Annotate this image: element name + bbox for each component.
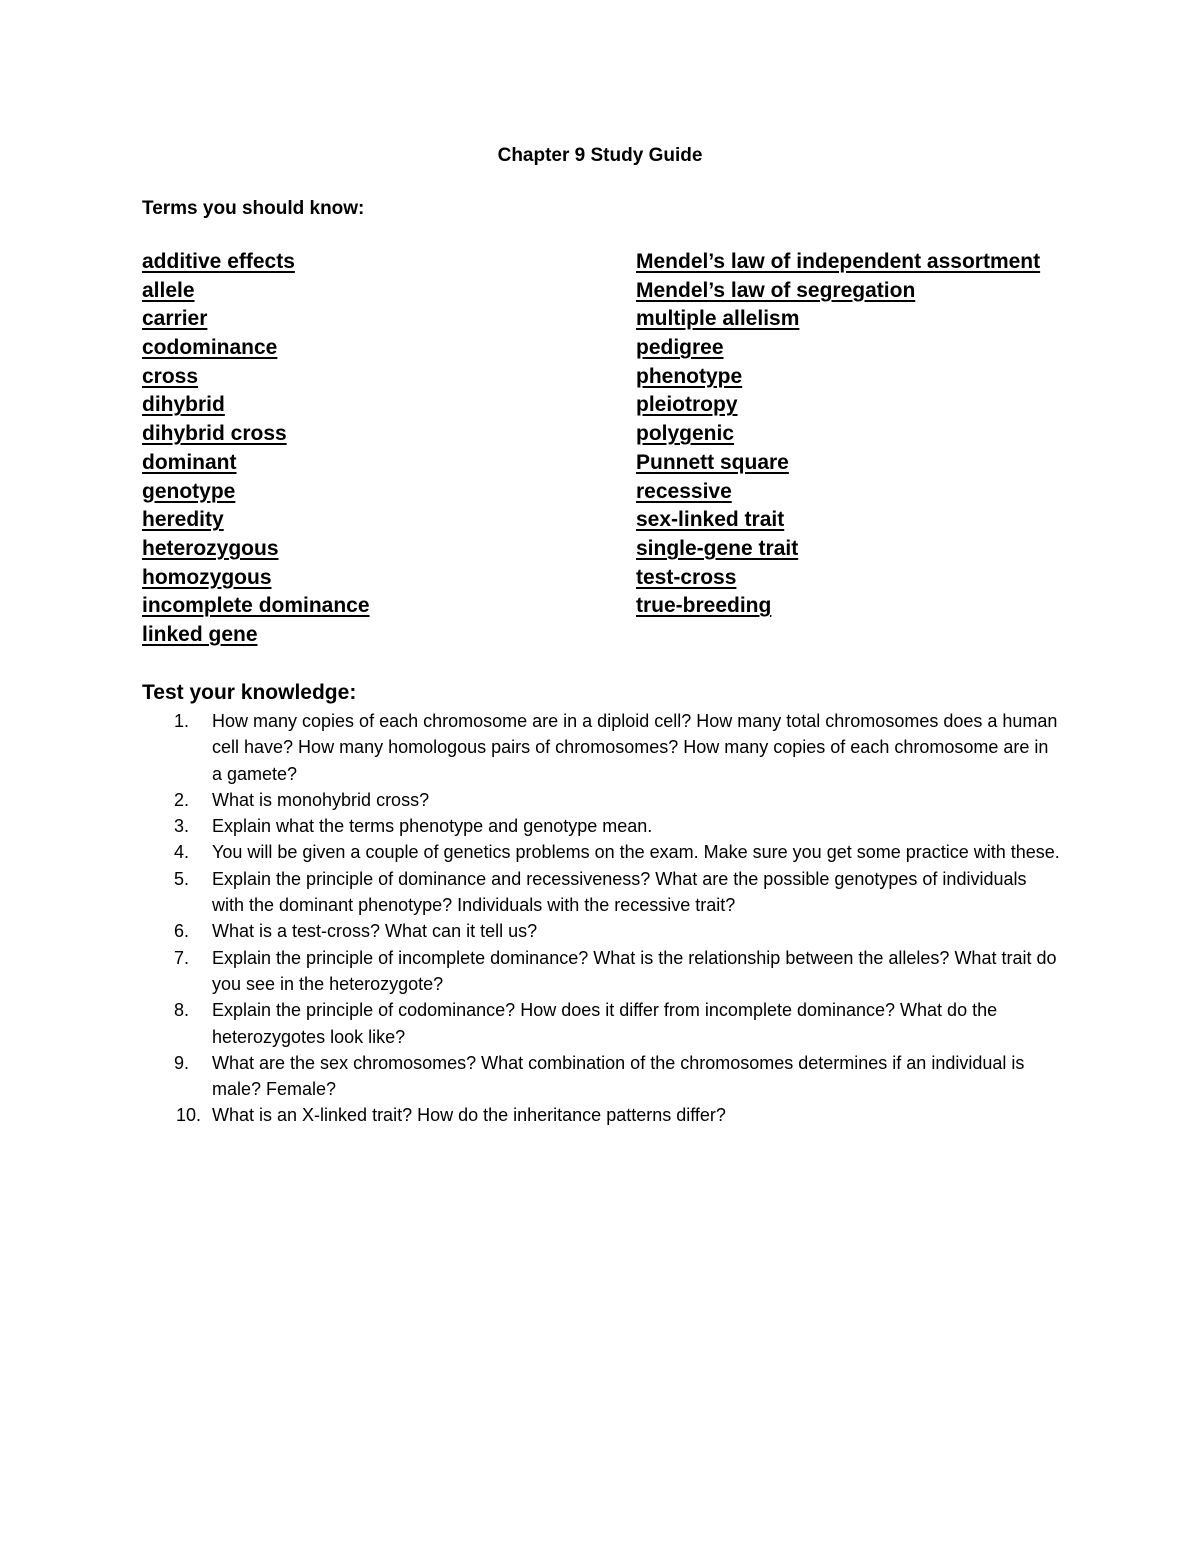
term-item: linked gene	[142, 622, 258, 646]
question-number: 6.	[174, 921, 190, 942]
question-number: 1.	[174, 711, 190, 731]
term-item: cross	[142, 364, 199, 388]
question-text: What is monohybrid cross?	[212, 789, 430, 810]
term-item: codominance	[142, 336, 278, 360]
questions-list	[142, 708, 1062, 1129]
term-item: pedigree	[636, 336, 724, 360]
question-text: What is an X-linked trait? How do the inheritance patterns differ?	[212, 1105, 726, 1126]
term-item: genotype	[142, 479, 236, 503]
term-item: test-cross	[636, 565, 737, 589]
term-item: heredity	[142, 508, 224, 532]
question-item	[142, 866, 1062, 919]
term-item: dihybrid	[142, 393, 225, 417]
term-item: true-breeding	[636, 594, 772, 618]
term-item: pleiotropy	[636, 393, 738, 417]
term-item: single-gene trait	[636, 536, 799, 560]
question-item	[142, 918, 1062, 944]
question-number: 5.	[174, 868, 190, 889]
term-item: carrier	[142, 307, 208, 331]
question-number: 4.	[174, 842, 190, 863]
question-text: How many copies of each chromosome are in a diploid cell? How many total chromosomes does a human cell have? How many homologous pairs of chromosomes? How many copies of each chromosome are in a gamete?	[212, 711, 1058, 784]
question-number: 9.	[174, 1052, 190, 1073]
question-item	[142, 813, 1062, 839]
question-text: What are the sex chromosomes? What combination of the chromosomes determines if an individual is male? Female?	[212, 1052, 1025, 1100]
question-number: 8.	[174, 1000, 190, 1021]
term-item: allele	[142, 278, 195, 302]
question-item	[142, 787, 1062, 813]
term-item: incomplete dominance	[142, 594, 370, 618]
term-item: Mendel’s law of independent assortment	[636, 250, 1041, 273]
question-text: You will be given a couple of genetics problems on the exam. Make sure you get some practice with these.	[212, 842, 1060, 863]
term-item: heterozygous	[142, 536, 279, 560]
question-text: Explain the principle of codominance? How does it differ from incomplete dominance? What do the heterozygotes look like?	[212, 1000, 998, 1047]
term-item: homozygous	[142, 565, 272, 589]
term-item: Punnett square	[636, 450, 789, 474]
question-text: Explain the principle of dominance and recessiveness? What are the possible genotypes of individuals with the dominant phenotype? Individuals with the recessive trait?	[212, 868, 1027, 916]
question-item	[142, 1050, 1062, 1103]
question-item	[142, 708, 1062, 787]
terms-heading: Terms you should know:	[142, 198, 365, 219]
term-item: polygenic	[636, 422, 735, 446]
term-item: sex-linked trait	[636, 508, 785, 532]
term-item: dihybrid cross	[142, 422, 287, 446]
term-item: multiple allelism	[636, 307, 800, 331]
question-text: Explain the principle of incomplete dominance? What is the relationship between the alleles? What trait do you see in the heterozygote?	[212, 947, 1057, 994]
question-item	[142, 1102, 1062, 1128]
question-number: 10.	[176, 1105, 202, 1126]
term-item: recessive	[636, 479, 732, 503]
question-text: What is a test-cross? What can it tell us?	[212, 921, 538, 942]
terms-list-right	[636, 248, 1040, 621]
question-number: 3.	[174, 816, 190, 837]
question-item	[142, 945, 1062, 998]
test-heading: Test your knowledge:	[142, 681, 357, 704]
question-item	[142, 839, 1062, 865]
terms-list-left	[142, 248, 370, 650]
term-item: phenotype	[636, 364, 743, 388]
question-item	[142, 997, 1062, 1050]
question-number: 7.	[174, 947, 190, 968]
term-item: dominant	[142, 450, 237, 474]
question-number: 2.	[174, 789, 190, 810]
question-text: Explain what the terms phenotype and genotype mean.	[212, 816, 653, 837]
term-item: additive effects	[142, 250, 295, 273]
term-item: Mendel’s law of segregation	[636, 278, 916, 302]
page-title: Chapter 9 Study Guide	[497, 145, 703, 166]
